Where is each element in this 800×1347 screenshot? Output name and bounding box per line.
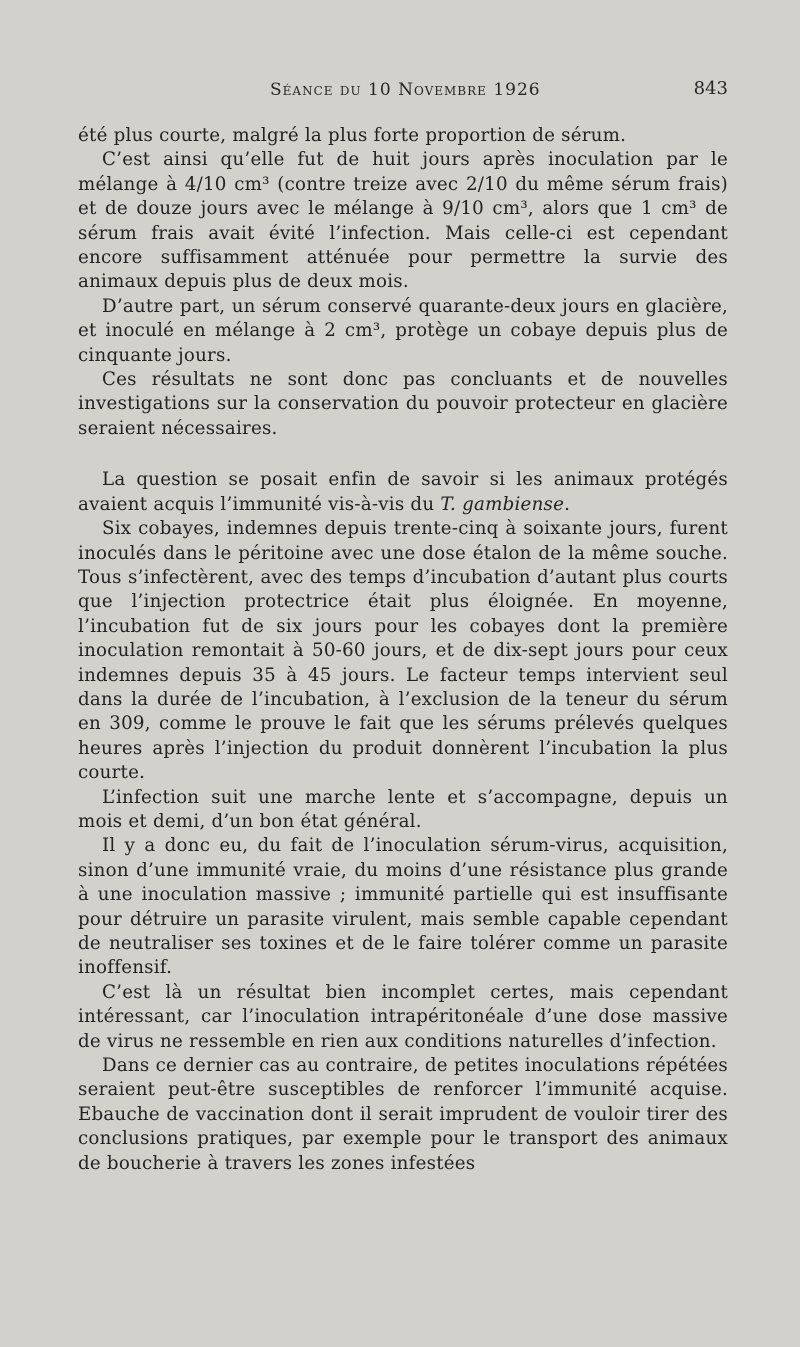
paragraph-5-end: . xyxy=(564,493,571,515)
paragraph-4: Ces résultats ne sont donc pas concluants et de nouvelles investigations sur la conservation du pouvoir protecteur en glacière seraient nécessaires. xyxy=(78,369,728,439)
paragraph-9: C’est là un résultat bien incomplet certes, mais cependant intéressant, car l’inoculation intrapéritonéale d’une dose massive de virus ne ressemble en rien aux conditions naturelles d’infection. xyxy=(78,981,728,1052)
section-gap xyxy=(78,441,728,468)
paragraph-3: D’autre part, un sérum conservé quarante-deux jours en glacière, et inoculé en mélange à 2 cm³, protège un cobaye depuis plus de cinquante jours. xyxy=(78,295,728,366)
paragraph-5 xyxy=(78,468,728,517)
page-number: 843 xyxy=(693,78,728,99)
species-name: T. gambiense xyxy=(440,493,565,515)
paragraph-7: L’infection suit une marche lente et s’accompagne, depuis un mois et demi, d’un bon état général. xyxy=(78,786,728,832)
paragraph-8: Il y a donc eu, du fait de l’inoculation sérum-virus, acquisition, sinon d’une immunité vraie, du moins d’une résistance plus grande à une inoculation massive ; immunité partielle qui est insuffisante pour détruire un parasite virulent, mais semble capable cependant de neutraliser ses toxines et de le faire tolérer comme un parasite inoffensif. xyxy=(78,835,728,979)
paragraph-10: Dans ce dernier cas au contraire, de petites inoculations répétées seraient peut-être susceptibles de renforcer l’immunité acquise. Ebauche de vaccination dont il serait imprudent de vouloir tirer des conclusions pratiques, par exemple pour le transport des animaux de boucherie à travers les zones infestées xyxy=(78,1055,728,1174)
body-text xyxy=(78,124,728,1176)
paragraph-1: été plus courte, malgré la plus forte proportion de sérum. xyxy=(78,125,627,146)
paragraph-2: C’est ainsi qu’elle fut de huit jours après inoculation par le mélange à 4/10 cm³ (contre treize avec 2/10 du même sérum frais) et de douze jours avec le mélange à 9/10 cm³, alors que 1 cm³ de sérum frais avait évité l’infection. Mais celle-ci est cependant encore suffisamment atténuée pour permettre la survie des animaux depuis plus de deux mois. xyxy=(78,149,728,293)
paragraph-5-text: La question se posait enfin de savoir si les animaux protégés avaient acquis l’immunité vis-à-vis du xyxy=(78,469,728,515)
running-head: Séance du 10 Novembre 1926 xyxy=(270,80,541,100)
page-header xyxy=(78,76,728,106)
paragraph-6: Six cobayes, indemnes depuis trente-cinq à soixante jours, furent inoculés dans le péritoine avec une dose étalon de la même souche. Tous s’infectèrent, avec des temps d’incubation d’autant plus courts que l’injection protectrice était plus éloignée. En moyenne, l’incubation fut de six jours pour les cobayes dont la première inoculation remontait à 50-60 jours, et de dix-sept jours pour ceux indemnes depuis 35 à 45 jours. Le facteur temps intervient seul dans la durée de l’incubation, à l’exclusion de la teneur du sérum en 309, comme le prouve le fait que les sérums prélevés quelques heures après l’injection du produit donnèrent l’incubation la plus courte. xyxy=(78,518,728,784)
